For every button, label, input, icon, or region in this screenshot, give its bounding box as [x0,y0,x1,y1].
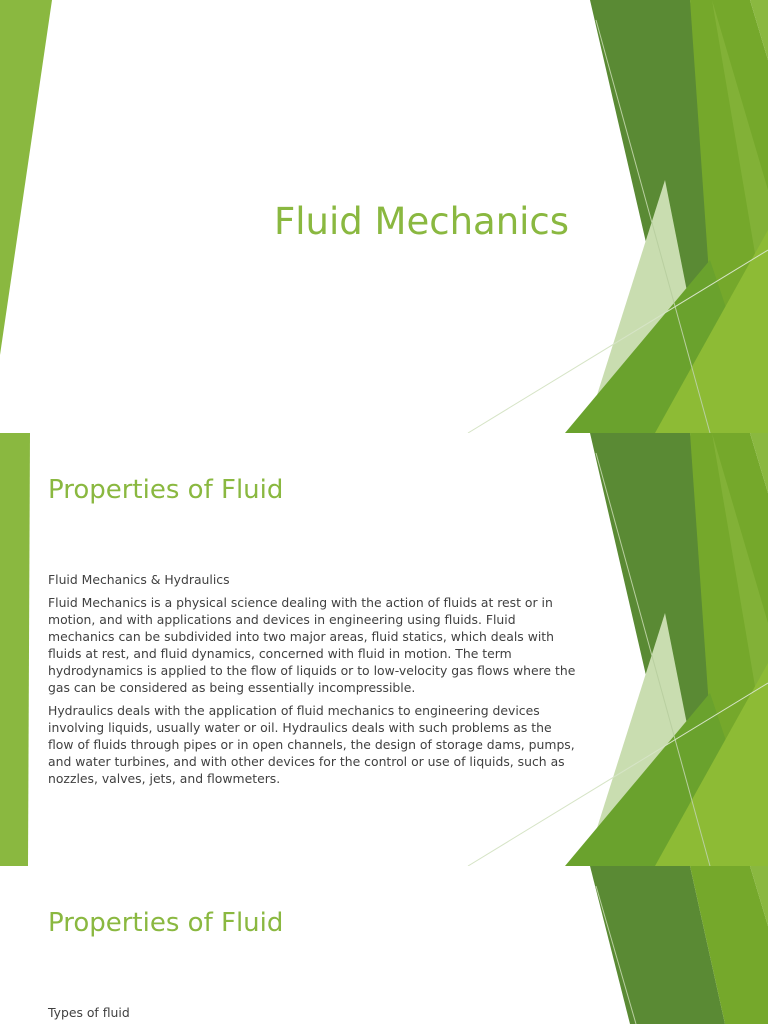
slide-heading: Properties of Fluid [48,908,284,938]
body-paragraph: Hydraulics deals with the application of fluid mechanics to engineering devices involving liquids, usually water or oil. Hydraulics deals with such problems as the flow of fluids through pipes or in open channels, the design of storage dams, pumps, and water turbines, and with other devices for the control or use of liquids, such as nozzles, valves, jets, and flowmeters. [48,703,575,786]
slide-body [48,1004,580,1024]
presentation-title: Fluid Mechanics [274,200,570,243]
slide-title [0,0,768,433]
body-paragraph: Fluid Mechanics & Hydraulics [48,572,230,587]
left-green-strip [0,433,30,866]
slide-decoration [0,866,768,1024]
left-green-shape [0,0,52,355]
body-paragraph: Types of fluid [48,1005,130,1020]
slide-properties-2 [0,866,768,1024]
slide-properties-1 [0,433,768,866]
slide-body [48,571,580,793]
body-paragraph: Fluid Mechanics is a physical science dealing with the action of fluids at rest or in motion, and with applications and devices in engineering using fluids. Fluid mechanics can be subdivided into two major areas, fluid statics, which deals with fluids at rest, and fluid dynamics, concerned with fluid in motion. The term hydrodynamics is applied to the flow of liquids or to low-velocity gas flows where the gas can be considered as being essentially incompressible. [48,595,576,695]
slide-heading: Properties of Fluid [48,475,284,505]
